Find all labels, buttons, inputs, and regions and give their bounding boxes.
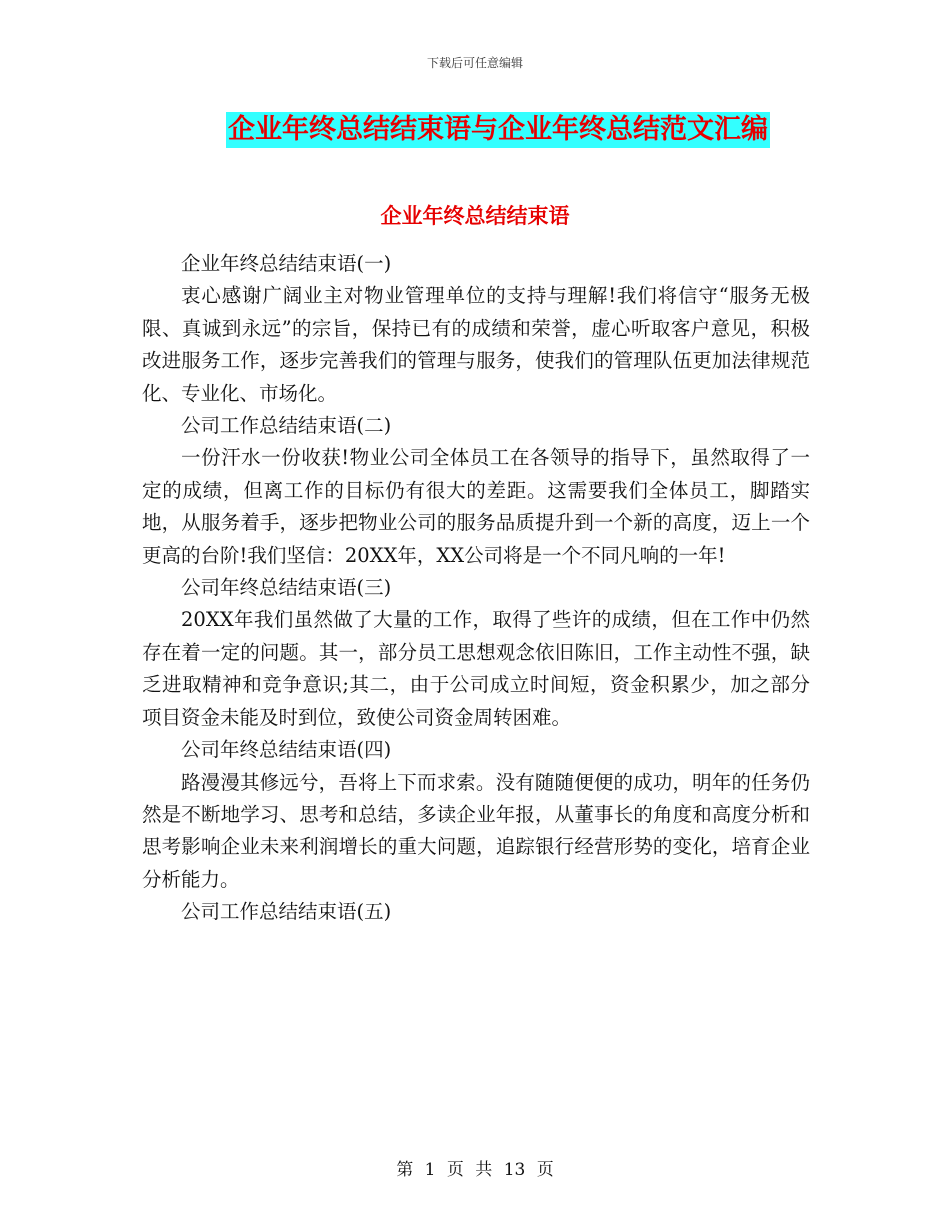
subheading-3: 公司年终总结结束语(三) — [181, 576, 392, 600]
main-title-container — [0, 112, 950, 148]
paragraph-2: 一份汗水一份收获!物业公司全体员工在各领导的指导下，虽然取得了一定的成绩，但离工作的目标仍有很大的差距。这需要我们全体员工，脚踏实地，从服务着手，逐步把物业公司的服务品质提升到一个新的高度，迈上一个更高的台阶!我们坚信：20XX年，XX公司将是一个不同凡响的一年! — [142, 446, 810, 567]
paragraph-3: 20XX年我们虽然做了大量的工作，取得了些许的成绩，但在工作中仍然存在着一定的问题。其一，部分员工思想观念依旧陈旧，工作主动性不强，缺乏进取精神和竞争意识;其二，由于公司成立时间短，资金积累少，加之部分项目资金未能及时到位，致使公司资金周转困难。 — [142, 608, 810, 729]
subheading-4: 公司年终总结结束语(四) — [181, 738, 392, 762]
document-body — [142, 248, 810, 929]
section-title: 企业年终总结结束语 — [380, 203, 570, 228]
subheading-2: 公司工作总结结束语(二) — [181, 414, 392, 438]
main-title: 企业年终总结结束语与企业年终总结范文汇编 — [226, 112, 770, 148]
paragraph-4: 路漫漫其修远兮，吾将上下而求索。没有随随便便的成功，明年的任务仍然是不断地学习、思考和总结，多读企业年报，从董事长的角度和高度分析和思考影响企业未来利润增长的重大问题，追踪银行经营形势的变化，培育企业分析能力。 — [142, 770, 810, 891]
paragraph-1: 衷心感谢广阔业主对物业管理单位的支持与理解!我们将信守“服务无极限、真诚到永远”的宗旨，保持已有的成绩和荣誉，虚心听取客户意见，积极改进服务工作，逐步完善我们的管理与服务，使我们的管理队伍更加法律规范化、专业化、市场化。 — [142, 284, 810, 405]
subheading-1: 企业年终总结结束语(一) — [181, 252, 392, 275]
subheading-5: 公司工作总结结束语(五) — [181, 900, 392, 924]
page-header-note: 下载后可任意编辑 — [426, 56, 523, 70]
page-number: 第 1 页 共 13 页 — [396, 1160, 554, 1180]
